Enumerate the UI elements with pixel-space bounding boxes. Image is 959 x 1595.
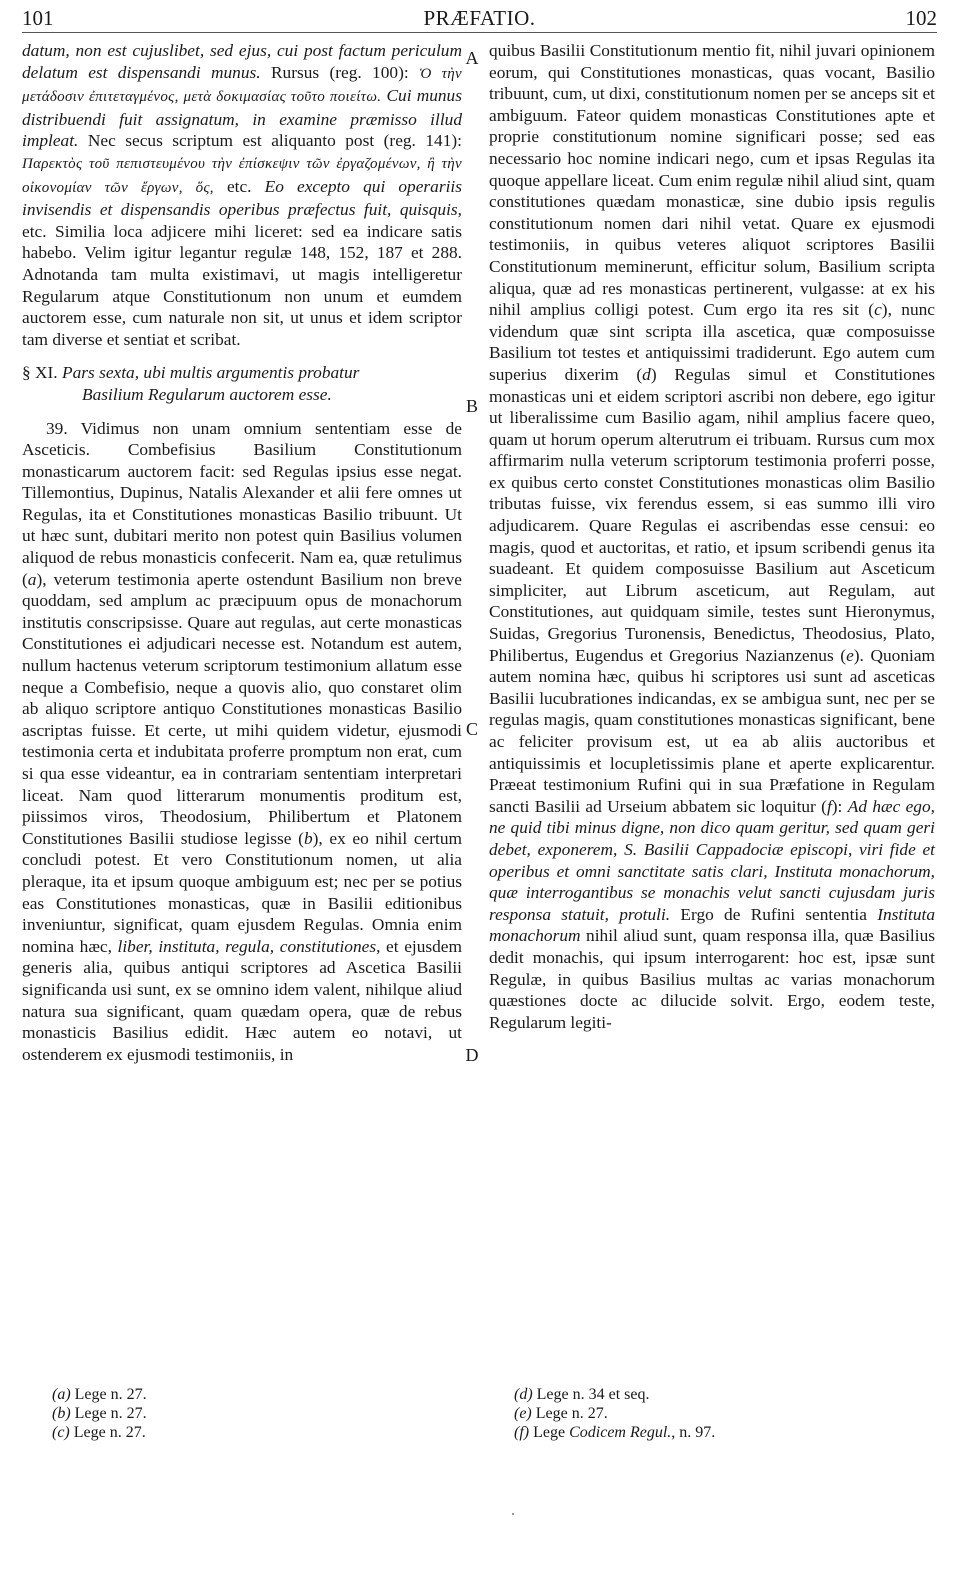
print-speck <box>512 1513 514 1515</box>
text-run: ), nunc videndum quæ sint scripta illa ascetica, quæ composuisse Basilium tot testes et antiquissimi tradiderunt. Ego autem cum superius dixerim ( <box>489 300 935 384</box>
footnote-ref-f: f <box>826 796 832 816</box>
text-run: etc. Similia loca adjicere mihi liceret: sed ea indicare satis habebo. Velim igitur legantur regulæ 148, 152, 187 et 288. Adnotanda tam multa existimavi, ut magis intelligeretur Regularum atque Constitutionum non unum et eumdem auctorem esse, cum naturale non sit, ut unus et idem scriptor tam diverse et sentiat et scribat. <box>22 221 462 349</box>
page-number-right: 102 <box>905 6 937 30</box>
footnotes-left <box>52 1385 352 1442</box>
right-column <box>489 40 935 1033</box>
footnote-text: , n. 97. <box>671 1424 716 1441</box>
text-run: ). Quoniam autem nomina hæc, quibus hi scriptores usi sunt ad asceticas Basilii lucubrationes indicandas, ex se ambigua sunt, nec per se regulas magis, quam constitutiones monasticas significant, bene ac feliciter provisum est, ut ea ab aliis auctoribus et antiquissimis et locupletissimis plane et aperte explicarentur. Præeat testimonium Rufini qui in sua Præfatione in Regulam sancti Basilii ad Urseium abbatem sic loquitur ( <box>489 645 936 816</box>
greek-quote: Παρεκτὸς τοῦ πεπιστευμένου τὴν ἐπίσκεψιν τῶν ἐργαζομένων, ἢ τὴν οἰκονομίαν τῶν ἔργων, ὅς, <box>22 155 462 196</box>
footnote-ref-b: b <box>303 828 313 848</box>
italic-text: datum, non est cujuslibet, sed ejus, cui post factum periculum delatum est dispensandi munus. <box>22 41 462 82</box>
paragraph-continuation <box>22 40 462 350</box>
greek-quote: Ὁ τὴν μετάδοσιν ἐπιτεταγμένος, μετὰ δοκιμασίας τοῦτο ποιείτω. <box>22 65 462 106</box>
section-title-line1: Pars sexta, ubi multis argumentis probatur <box>57 363 360 383</box>
margin-marker-a: A <box>465 48 479 68</box>
footnote-ref-c: c <box>874 300 882 320</box>
footnote-mark: (e) <box>514 1405 532 1422</box>
footnotes-right <box>514 1385 914 1442</box>
text-run: Rursus (reg. 100): <box>260 62 419 82</box>
footnote-mark: (d) <box>514 1386 533 1403</box>
italic-title: Instituta monachorum <box>489 904 936 946</box>
footnote-text: Lege n. 27. <box>69 1424 146 1441</box>
text-run: ), ex eo nihil certum concludi potest. Et vero Constitutionum nomen, ut alia pleraque, ita et ipsum quoque ambiguum est; nec per se potius eas Constitutiones monasticas, quæ in Basilii editionibus inveniuntur, significat, quam ejusdem Regulas. Omnia enim nomina hæc, <box>22 828 462 956</box>
italic-terms: liber, instituta, regula, constitutiones, <box>117 936 381 956</box>
text-run: nihil aliud sunt, quam responsa illa, quæ Basilius dedit monachis, qui ipsum interrogarent: hoc est, ipsæ sunt Regulæ, in quibus Basilius multas ac varias monachorum quæstiones docte ac dilucide solvit. Ergo, eodem teste, Regularum legiti- <box>489 926 935 1032</box>
margin-marker-c: C <box>465 719 478 739</box>
text-run: Nec secus scriptum est aliquanto post (reg. 141): <box>78 131 462 151</box>
text-run: 39. Vidimus non unam omnium sententiam esse de Asceticis. Combefisius Basilium Constitutionum monasticarum auctorem facit: sed Regulas ipsius esse negat. Tillemontius, Dupinus, Natalis Alexander et alii fere omnes ut Regulas, ita et Constitutiones monasticas Basilio tribuunt. Ut ut hæc sunt, dubitari merito non potest quin Basilius volumen aliquod de rebus monasticis confecerit. Nam ea, quæ retulimus ( <box>22 418 462 589</box>
margin-marker-d: D <box>465 1045 479 1065</box>
text-run: et ejusdem generis alia, quibus antiqui scriptores ad Ascetica Basilii significanda usi sunt, ex se omnino idem valent, nihilque aliud natura sua significant, quam quædam opera, quæ de rebus monasticis Basilius edidit. Hæc autem eo notavi, ut ostenderem ex ejusmodi testimoniis, in <box>22 936 462 1064</box>
footnote-mark: (c) <box>52 1424 70 1441</box>
page-number-left: 101 <box>22 6 54 30</box>
text-run: ), veterum testimonia aperte ostendunt Basilium non breve quoddam, sed amplum ac præcipuum opus de monachorum institutis conscripsisse. Quare aut regulas, aut certe monasticas Constitutiones ei adjudicari necesse est. Notandum est autem, nullum hactenus veterum scriptorum testimonium allatum esse neque a Combefisio, neque a quovis alio, quo constaret olim ab aliquo scriptore antiquo Constitutiones monasticas Basilio ascriptas fuisse. Et certe, ut mihi quidem videtur, ejusmodi testimonia certa et indubitata proferre promptum non erat, cum si qua esse videantur, ea in contrariam sententiam interpretari liceat. Nam quod litterarum monumentis proditum est, piissimos viros, Theodosium, Philibertum et Platonem Constitutiones Basilii studiose legisse ( <box>22 569 462 848</box>
left-column <box>22 40 462 1065</box>
footnote <box>52 1404 352 1423</box>
footnote-ref-e: e <box>846 645 854 665</box>
footnote-ref-a: a <box>27 569 37 589</box>
text-run: ) Regulas simul et Constitutiones monasticas uni et eidem scriptori ascribi non debere, ego igitur ut liberalissime cum Basilio agam, nihil amplius facere queo, quam ut horum operum alterutrum ei tribuam. Rursus cum mox affirmarim nulla veterum scriptorum testimonia proferri posse, ex quibus certo constet Constitutiones monasticas olim Basilio tributas fuisse, vix ferendus essem, si eas summo illi viro adjudicarem. Quare Regulas ei ascribendas esse censui: eo magis, quod et auctoritas, et ratio, et ipsum scribendi genus ita suadeant. Et quidem composuisse Basilium aut Asceticum simpliciter, aut Librum asceticum, aut Regulam, aut Constitutiones, aut quidquam simile, testes sunt Hieronymus, Suidas, Gregorius Turonensis, Benedictus, Theodosius, Plato, Philibertus, Eugendus et Gregorius Nazianzenus ( <box>489 364 936 665</box>
rufinus-quote: Ad hæc ego, ne quid tibi minus digne, non dico quam geritur, sed quam geri debet, exponerem, S. Basilii Cappadociæ episcopi, viri fide et operibus et omni sanctitate satis clari, Instituta monachorum, quæ interrogantibus se monachis velut sancti cujusdam juris responsa statuit, protuli. <box>489 796 935 924</box>
footnote-text: Lege n. 27. <box>70 1386 147 1403</box>
footnote-mark: (a) <box>52 1386 71 1403</box>
text-run: Ergo de Rufini sententia <box>670 904 878 924</box>
footnote <box>514 1404 914 1423</box>
paragraph-continuation <box>489 40 935 1033</box>
text-run: quibus Basilii Constitutionum mentio fit, nihil juvari opinionem eorum, qui Constitutiones monasticas, quas vocant, Basilio tribuunt, cum, ut dixi, constitutionum nomen per se anceps sit et ambiguum. Fateor quidem monasticas Constitutiones apte et proprie constitutionum nomine significari posse; sed eas necessario hoc nomine indicari nego, cum et ipsas Regulas ita quoque appellare liceat. Cum enim regulæ nihil aliud sint, quam constitutiones quædam monasticæ, sine dubio ipsis regulis constitutionum nomen dari nihil vetat. Quare ex ejusmodi testimoniis, in quibus veteres aliquot scriptores Basilii Constitutionum meminerunt, efficitur solum, Basilium scripta aliqua, quæ ad res monasticas pertinerent, vulgasse: at ex his nihil amplius colligi potest. Cum ergo ita res sit ( <box>489 41 935 320</box>
footnote-mark: (b) <box>52 1405 71 1422</box>
section-heading <box>22 362 462 405</box>
italic-text: Cui munus distribuendi fuit assignatum, in examine præmisso illud impleat. <box>22 86 462 151</box>
margin-marker-b: B <box>465 396 478 416</box>
footnote-text: Lege <box>529 1424 570 1441</box>
footnote <box>514 1385 914 1404</box>
text-run: ): <box>831 796 848 816</box>
footnote-mark: (f) <box>514 1424 530 1441</box>
footnote <box>52 1385 352 1404</box>
footnote-text: Lege n. 34 et seq. <box>532 1386 650 1403</box>
footnote-text: Lege n. 27. <box>531 1405 608 1422</box>
header-rule <box>22 32 937 33</box>
footnote <box>514 1423 914 1442</box>
section-number: § XI. <box>22 363 58 383</box>
page-title: PRÆFATIO. <box>423 6 536 30</box>
footnote <box>52 1423 352 1442</box>
italic-text: Eo excepto qui operariis invisendis et dispensandis operibus præfectus fuit, quisquis, <box>22 176 462 220</box>
text-run: etc. <box>213 176 265 196</box>
footnote-italic: Codicem Regul. <box>569 1424 672 1441</box>
footnote-ref-d: d <box>642 364 651 384</box>
section-title-line2: Basilium Regularum auctorem esse. <box>82 384 332 404</box>
footnote-text: Lege n. 27. <box>70 1405 147 1422</box>
running-head <box>22 6 937 32</box>
paragraph-39 <box>22 418 462 1066</box>
